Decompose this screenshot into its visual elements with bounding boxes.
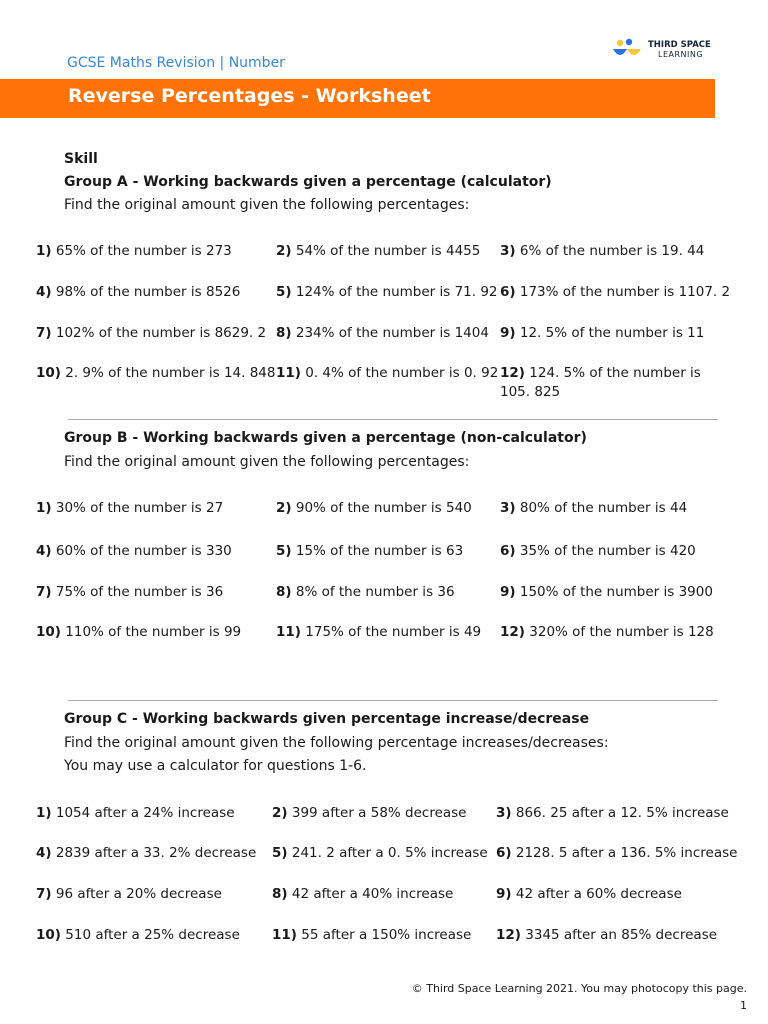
question-b-3 [500, 500, 687, 516]
question-number: 9) [500, 584, 516, 600]
question-text: 42 after a 40% increase [291, 886, 454, 902]
logo-line-2: LEARNING [658, 50, 704, 59]
question-text: 35% of the number is 420 [519, 543, 696, 559]
question-text: 2. 9% of the number is 14. 848 [65, 365, 276, 381]
group-a-instruction: Find the original amount given the following percentages: [64, 197, 470, 213]
title-banner [0, 79, 715, 118]
logo-wordmark [648, 40, 711, 60]
question-number: 5) [276, 284, 292, 300]
question-c-10 [36, 927, 240, 943]
question-c-4 [36, 845, 256, 861]
question-c-8 [272, 886, 453, 902]
question-text: 175% of the number is 49 [305, 624, 482, 640]
question-c-9 [496, 886, 682, 902]
question-number: 1) [36, 243, 52, 259]
group-c-title: Group C - Working backwards given percentage increase/decrease [64, 711, 590, 727]
question-b-7 [36, 584, 223, 600]
divider-1 [68, 419, 718, 420]
question-c-5 [272, 845, 488, 861]
question-number: 9) [496, 886, 512, 902]
question-a-11 [276, 365, 498, 381]
question-c-7 [36, 886, 222, 902]
question-number: 12) [496, 927, 521, 943]
question-number: 6) [496, 845, 512, 861]
question-text: 150% of the number is 3900 [519, 584, 713, 600]
question-c-3 [496, 805, 729, 821]
question-text: 15% of the number is 63 [295, 543, 464, 559]
group-b-instruction: Find the original amount given the following percentages: [64, 454, 470, 470]
question-text: 866. 25 after a 12. 5% increase [515, 805, 729, 821]
question-number: 1) [36, 805, 52, 821]
question-text: 320% of the number is 128 [529, 624, 714, 640]
question-text: 80% of the number is 44 [519, 500, 688, 516]
question-number: 11) [272, 927, 297, 943]
question-number: 6) [500, 543, 516, 559]
group-c-instruction: Find the original amount given the following percentage increases/decreases: [64, 735, 609, 751]
question-text: 2839 after a 33. 2% decrease [55, 845, 257, 861]
page-title: Reverse Percentages - Worksheet [68, 85, 431, 107]
question-b-11 [276, 624, 481, 640]
question-text: 60% of the number is 330 [55, 543, 232, 559]
question-text: 96 after a 20% decrease [55, 886, 222, 902]
question-number: 4) [36, 284, 52, 300]
question-text: 42 after a 60% decrease [515, 886, 682, 902]
question-number: 11) [276, 624, 301, 640]
question-number: 11) [276, 365, 301, 381]
question-text: 3345 after an 85% decrease [525, 927, 718, 943]
question-number: 10) [36, 927, 61, 943]
question-text: 399 after a 58% decrease [291, 805, 467, 821]
question-text: 124. 5% of the number is [529, 365, 701, 381]
question-text: 54% of the number is 4455 [295, 243, 481, 259]
question-number: 7) [36, 886, 52, 902]
question-number: 3) [500, 500, 516, 516]
question-b-10 [36, 624, 241, 640]
question-text: 90% of the number is 540 [295, 500, 472, 516]
question-text: 65% of the number is 273 [55, 243, 232, 259]
question-b-5 [276, 543, 463, 559]
question-text: 12. 5% of the number is 11 [519, 325, 705, 341]
question-number: 3) [496, 805, 512, 821]
question-number: 8) [276, 584, 292, 600]
question-a-12 [500, 365, 701, 400]
question-b-2 [276, 500, 472, 516]
question-a-5 [276, 284, 498, 300]
question-text: 75% of the number is 36 [55, 584, 224, 600]
question-a-8 [276, 325, 489, 341]
question-text: 0. 4% of the number is 0. 92 [305, 365, 499, 381]
question-text: 98% of the number is 8526 [55, 284, 241, 300]
question-number: 7) [36, 584, 52, 600]
question-number: 3) [500, 243, 516, 259]
question-number: 10) [36, 365, 61, 381]
question-a-3 [500, 243, 704, 259]
question-number: 2) [276, 500, 292, 516]
question-text: 55 after a 150% increase [301, 927, 472, 943]
question-number: 4) [36, 543, 52, 559]
question-a-4 [36, 284, 240, 300]
question-c-6 [496, 845, 737, 861]
question-number: 1) [36, 500, 52, 516]
logo-line-1: THIRD SPACE [648, 40, 711, 50]
question-b-8 [276, 584, 455, 600]
question-text: 234% of the number is 1404 [295, 325, 489, 341]
question-number: 5) [272, 845, 288, 861]
question-number: 6) [500, 284, 516, 300]
question-number: 8) [276, 325, 292, 341]
page-number: 1 [740, 999, 747, 1012]
question-text: 1054 after a 24% increase [55, 805, 235, 821]
question-text: 2128. 5 after a 136. 5% increase [515, 845, 738, 861]
question-a-10 [36, 365, 275, 381]
question-number: 10) [36, 624, 61, 640]
subtitle: GCSE Maths Revision | Number [67, 55, 285, 71]
question-text: 8% of the number is 36 [295, 584, 455, 600]
question-a-1 [36, 243, 232, 259]
question-a-7 [36, 325, 266, 341]
question-number: 2) [272, 805, 288, 821]
question-number: 9) [500, 325, 516, 341]
group-a-title: Group A - Working backwards given a percentage (calculator) [64, 174, 552, 190]
divider-2 [68, 700, 718, 701]
question-text: 241. 2 after a 0. 5% increase [291, 845, 488, 861]
question-b-1 [36, 500, 223, 516]
question-text: 110% of the number is 99 [65, 624, 242, 640]
question-a-9 [500, 325, 704, 341]
question-b-6 [500, 543, 696, 559]
question-a-6 [500, 284, 730, 300]
question-b-9 [500, 584, 713, 600]
logo-mark-icon [612, 37, 646, 63]
question-number: 8) [272, 886, 288, 902]
question-text: 173% of the number is 1107. 2 [519, 284, 731, 300]
question-c-11 [272, 927, 471, 943]
question-number: 2) [276, 243, 292, 259]
question-number: 12) [500, 365, 525, 381]
skill-label: Skill [64, 151, 98, 167]
question-text: 102% of the number is 8629. 2 [55, 325, 267, 341]
question-text: 124% of the number is 71. 92 [295, 284, 498, 300]
copyright-notice: © Third Space Learning 2021. You may photocopy this page. [411, 982, 747, 995]
question-number: 7) [36, 325, 52, 341]
question-text: 510 after a 25% decrease [65, 927, 240, 943]
question-b-4 [36, 543, 232, 559]
question-c-1 [36, 805, 235, 821]
question-text-continued: 105. 825 [500, 384, 561, 400]
question-number: 12) [500, 624, 525, 640]
question-number: 5) [276, 543, 292, 559]
question-c-12 [496, 927, 717, 943]
question-text: 6% of the number is 19. 44 [519, 243, 705, 259]
question-a-2 [276, 243, 480, 259]
third-space-learning-logo [612, 37, 732, 65]
question-b-12 [500, 624, 714, 640]
question-number: 4) [36, 845, 52, 861]
group-c-note: You may use a calculator for questions 1-6. [64, 758, 367, 774]
question-text: 30% of the number is 27 [55, 500, 224, 516]
question-c-2 [272, 805, 467, 821]
group-b-title: Group B - Working backwards given a percentage (non-calculator) [64, 430, 587, 446]
